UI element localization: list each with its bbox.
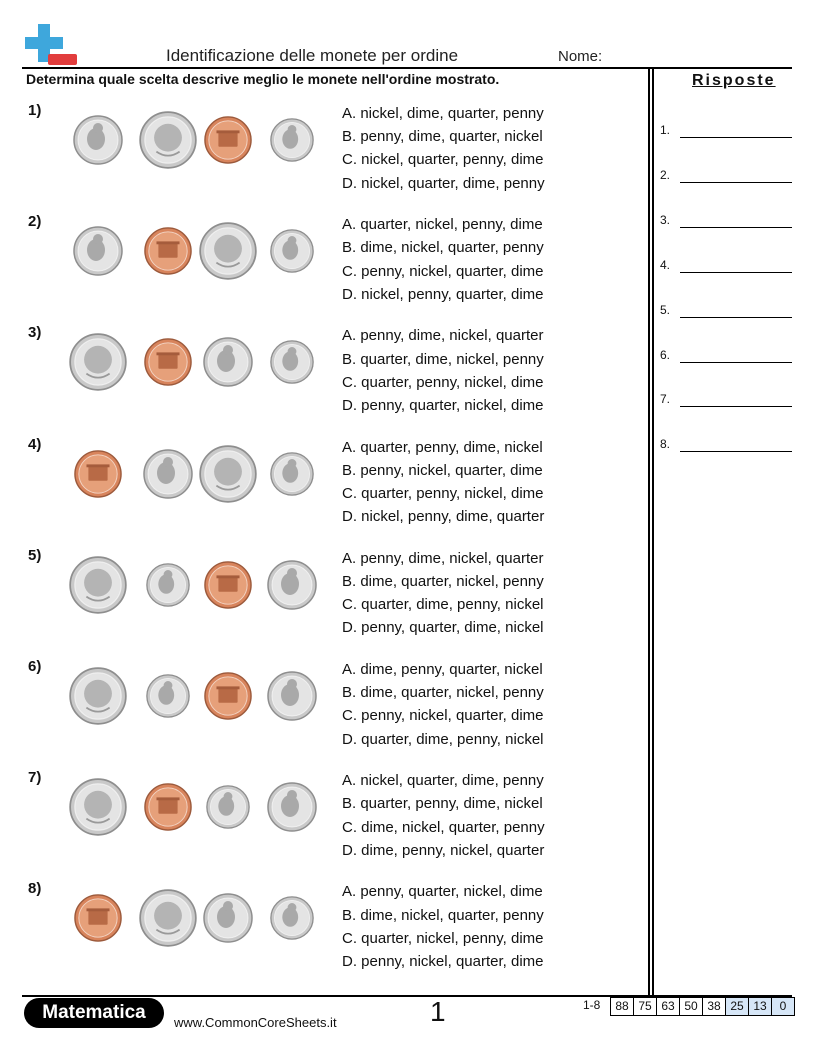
- penny-coin-icon: [74, 894, 122, 942]
- answer-number: 1.: [660, 123, 671, 137]
- answer-line[interactable]: [680, 362, 792, 363]
- choice-c: C. quarter, penny, nickel, dime: [342, 373, 544, 391]
- quarter-coin-icon: [69, 778, 127, 836]
- choice-b: B. quarter, penny, dime, nickel: [342, 795, 543, 813]
- penny-coin-icon: [204, 561, 252, 609]
- coin-row: [50, 658, 310, 722]
- choice-d: D. nickel, quarter, dime, penny: [342, 174, 545, 192]
- header-rule: [22, 67, 792, 69]
- choice-d: D. nickel, penny, dime, quarter: [342, 508, 545, 526]
- choice-d: D. penny, quarter, dime, nickel: [342, 619, 544, 637]
- score-cell: 88: [615, 999, 629, 1013]
- dime-coin-icon: [146, 674, 190, 718]
- choice-b: B. dime, nickel, quarter, penny: [342, 906, 544, 924]
- choice-c: C. quarter, penny, nickel, dime: [342, 485, 544, 502]
- score-range: 1-8: [583, 998, 601, 1012]
- penny-coin-icon: [144, 227, 192, 275]
- coin-row: [50, 769, 310, 833]
- choice-c: C. penny, nickel, quarter, dime: [342, 707, 544, 725]
- choice-a: A. penny, dime, nickel, quarter: [342, 327, 544, 345]
- nickel-coin-icon: [203, 337, 253, 387]
- choice-b: B. penny, nickel, quarter, dime: [342, 461, 543, 479]
- answer-number: 6.: [660, 347, 671, 362]
- problem-number: 8): [28, 880, 42, 898]
- score-cell: 50: [679, 998, 702, 1015]
- choice-d: D. quarter, dime, penny, nickel: [342, 730, 544, 748]
- answer-slot[interactable]: [660, 392, 794, 412]
- choice-d: D. penny, quarter, nickel, dime: [342, 397, 544, 414]
- quarter-coin-icon: [199, 445, 257, 503]
- penny-coin-icon: [74, 450, 122, 498]
- dime-coin-icon: [206, 785, 250, 829]
- choice-list: [342, 658, 544, 751]
- choice-b: B. dime, quarter, nickel, penny: [342, 684, 544, 702]
- score-cell: 0: [771, 998, 794, 1015]
- quarter-coin-icon: [199, 222, 257, 280]
- instructions: Determina quale scelta descrive meglio le monete nell'ordine mostrato.: [26, 71, 500, 87]
- choice-d: D. nickel, penny, quarter, dime: [342, 285, 544, 303]
- answer-slot[interactable]: [660, 437, 794, 457]
- score-table: [610, 997, 795, 1016]
- coin-row: [50, 324, 310, 388]
- quarter-coin-icon: [69, 556, 127, 614]
- choice-a: A. dime, penny, quarter, nickel: [342, 661, 543, 678]
- nickel-coin-icon: [203, 893, 253, 943]
- choice-c: C. quarter, dime, penny, nickel: [342, 596, 544, 614]
- problem-number: 2): [28, 213, 42, 231]
- choice-a: A. nickel, dime, quarter, penny: [342, 105, 544, 122]
- answer-number: 7.: [660, 392, 671, 407]
- problem-number: 6): [28, 658, 42, 675]
- answer-number: 2.: [660, 167, 671, 182]
- nickel-coin-icon: [143, 449, 193, 499]
- answer-slot[interactable]: [660, 348, 794, 368]
- answer-line[interactable]: [680, 137, 792, 138]
- answer-number: 3.: [660, 212, 671, 227]
- coin-row: [50, 547, 310, 611]
- problem: [22, 880, 632, 988]
- answers-title: Risposte: [692, 72, 776, 89]
- problem: [22, 436, 632, 544]
- page-title: Identificazione delle monete per ordine: [166, 46, 459, 65]
- choice-list: [342, 547, 544, 640]
- choice-list: [342, 880, 544, 973]
- nickel-coin-icon: [267, 782, 317, 832]
- answer-line[interactable]: [680, 451, 792, 452]
- answer-line[interactable]: [680, 182, 792, 183]
- answer-slot[interactable]: [660, 168, 794, 188]
- quarter-coin-icon: [139, 889, 197, 947]
- score-cell: 75: [633, 998, 656, 1015]
- answer-line[interactable]: [680, 406, 792, 407]
- dime-coin-icon: [270, 118, 314, 162]
- score-cell: 25: [725, 998, 748, 1015]
- score-cell: 38: [702, 998, 725, 1015]
- logo-icon: [24, 24, 78, 68]
- choice-b: B. penny, dime, quarter, nickel: [342, 128, 543, 146]
- answer-slot[interactable]: [660, 258, 794, 278]
- coin-row: [50, 880, 310, 944]
- choice-d: D. dime, penny, nickel, quarter: [342, 841, 545, 859]
- score-cell: 13: [748, 998, 771, 1015]
- column-divider: [648, 67, 650, 995]
- answer-number: 5.: [660, 302, 671, 317]
- column-divider: [652, 67, 654, 995]
- choice-list: [342, 213, 544, 306]
- choice-c: C. dime, nickel, quarter, penny: [342, 818, 545, 836]
- answer-number: 4.: [660, 257, 671, 272]
- brand-badge: Matematica: [24, 998, 164, 1028]
- nickel-coin-icon: [73, 226, 123, 276]
- problem-number: 4): [28, 435, 42, 453]
- nickel-coin-icon: [267, 671, 317, 721]
- choice-b: B. dime, quarter, nickel, penny: [342, 573, 544, 590]
- problem-number: 3): [28, 324, 42, 342]
- quarter-coin-icon: [69, 667, 127, 725]
- choice-a: A. quarter, nickel, penny, dime: [342, 216, 543, 234]
- problem: [22, 213, 632, 321]
- page-number: 1: [430, 996, 446, 1027]
- penny-coin-icon: [204, 672, 252, 720]
- dime-coin-icon: [270, 229, 314, 273]
- choice-list: [342, 436, 544, 529]
- dime-coin-icon: [146, 563, 190, 607]
- answer-number: 8.: [660, 437, 671, 452]
- choice-c: C. penny, nickel, quarter, dime: [342, 262, 544, 280]
- answer-line[interactable]: [680, 272, 792, 273]
- answer-line[interactable]: [680, 317, 792, 318]
- penny-coin-icon: [144, 783, 192, 831]
- coin-row: [50, 102, 310, 166]
- choice-list: [342, 324, 544, 417]
- choice-a: A. penny, quarter, nickel, dime: [342, 883, 543, 901]
- nickel-coin-icon: [73, 115, 123, 165]
- choice-c: C. quarter, nickel, penny, dime: [342, 929, 544, 947]
- choice-a: A. nickel, quarter, dime, penny: [342, 772, 544, 790]
- choice-d: D. penny, nickel, quarter, dime: [342, 953, 544, 970]
- coin-row: [50, 213, 310, 277]
- problem-number: 5): [28, 546, 42, 564]
- problem: [22, 769, 632, 877]
- problem-number: 7): [28, 769, 42, 787]
- choice-list: [342, 102, 545, 195]
- answer-slot[interactable]: [660, 213, 794, 233]
- penny-coin-icon: [144, 338, 192, 386]
- dime-coin-icon: [270, 452, 314, 496]
- problem: [22, 102, 632, 210]
- name-label: Nome:: [558, 48, 603, 65]
- dime-coin-icon: [270, 896, 314, 940]
- choice-list: [342, 769, 545, 862]
- site-url: www.CommonCoreSheets.it: [174, 1015, 337, 1030]
- problem: [22, 324, 632, 432]
- problem: [22, 658, 632, 766]
- choice-b: B. dime, nickel, quarter, penny: [342, 239, 544, 257]
- penny-coin-icon: [204, 116, 252, 164]
- choice-a: A. quarter, penny, dime, nickel: [342, 438, 543, 456]
- score-cell: 63: [656, 998, 679, 1015]
- choice-a: A. penny, dime, nickel, quarter: [342, 549, 544, 567]
- quarter-coin-icon: [69, 333, 127, 391]
- answer-slot[interactable]: [660, 303, 794, 323]
- choice-c: C. nickel, quarter, penny, dime: [342, 151, 544, 169]
- answer-line[interactable]: [680, 227, 792, 228]
- coin-row: [50, 436, 310, 500]
- quarter-coin-icon: [139, 111, 197, 169]
- problem-number: 1): [28, 102, 42, 119]
- problem: [22, 547, 632, 655]
- nickel-coin-icon: [267, 560, 317, 610]
- answer-slot[interactable]: [660, 123, 794, 143]
- dime-coin-icon: [270, 340, 314, 384]
- choice-b: B. quarter, dime, nickel, penny: [342, 350, 544, 368]
